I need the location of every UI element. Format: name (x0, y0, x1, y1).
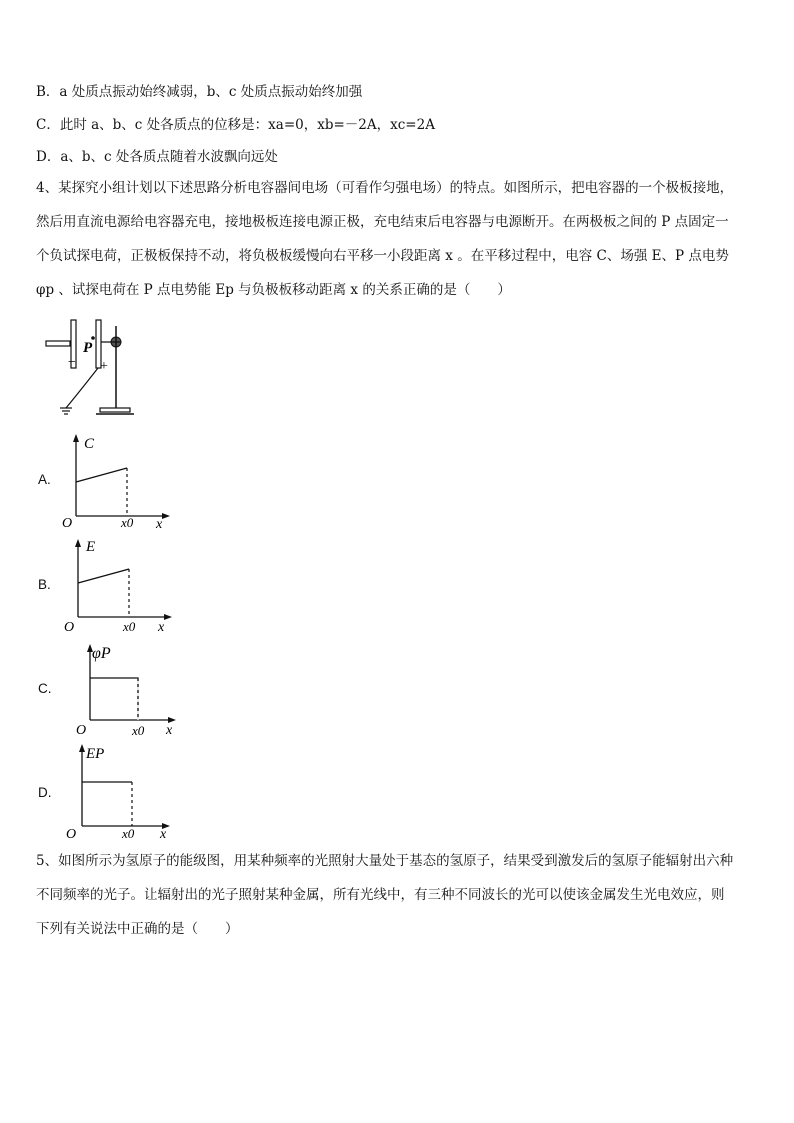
question-4 (36, 171, 760, 307)
x-label-a: x (156, 517, 163, 532)
graph-b (62, 537, 182, 637)
q4-line-4: φp 、试探电荷在 P 点电势能 Ep 与负极板移动距离 x 的关系正确的是（ ） (36, 282, 511, 298)
q5-line-2: 不同频率的光子。让辐射出的光子照射某种金属，所有光线中，有三种不同波长的光可以使该金属发生光电效应，则 (36, 887, 725, 903)
axis-ylabel-a: C (84, 436, 95, 452)
axis-ylabel-c: φP (92, 645, 111, 662)
axis-ylabel-d: EP (86, 746, 105, 762)
graph-a (60, 432, 180, 532)
x0-label-a: x0 (121, 515, 134, 530)
option-b-label: B. (38, 577, 51, 592)
graph-c (72, 642, 192, 742)
question-5 (36, 844, 760, 946)
c-curve (76, 468, 127, 482)
option-a-label: A. (38, 472, 51, 487)
stand-base (100, 408, 130, 412)
option-d-prev: D．a、b、c 处各质点随着水波飘向远处 (36, 149, 278, 165)
p-label: P (83, 340, 93, 356)
q4-line-2: 然后用直流电源给电容器充电，接地极板连接电源正极，充电结束后电容器与电源断开。在两极板之间的 P 点固定一 (36, 214, 729, 230)
minus-sign: − (68, 355, 76, 370)
x0-label-c: x0 (132, 723, 145, 738)
x-label-c: x (166, 723, 173, 738)
origin-label-d: O (66, 827, 77, 842)
x-label-d: x (160, 827, 167, 842)
left-rod (46, 341, 70, 346)
q4-line-3: 个负试探电荷，正极板保持不动，将负极板缓慢向右平移一小段距离 x 。在平移过程中，电容 C、场强 E、P 点电势 (36, 248, 729, 264)
option-b-prev: B．a 处质点振动始终减弱，b、c 处质点振动始终加强 (36, 84, 363, 100)
e-curve (78, 569, 129, 583)
option-c-prev: C．此时 a、b、c 处各质点的位移是：xa=0，xb=－2A，xc=2A (36, 117, 435, 133)
option-c-label: C. (38, 681, 52, 696)
capacitor-figure (40, 316, 140, 422)
q4-line-1: 4、某探究小组计划以下述思路分析电容器间电场（可看作匀强电场）的特点。如图所示，把电容器的一个极板接地， (36, 180, 734, 196)
ground-wire (66, 368, 98, 408)
origin-label-c: O (76, 723, 87, 738)
x0-label-b: x0 (123, 619, 136, 634)
x-label-b: x (158, 620, 165, 635)
q5-line-3: 下列有关说法中正确的是（ ） (36, 921, 239, 937)
option-d-label: D. (38, 785, 52, 800)
phi-curve (90, 678, 138, 720)
x0-label-d: x0 (122, 826, 135, 841)
q5-line-1: 5、如图所示为氢原子的能级图，用某种频率的光照射大量处于基态的氢原子，结果受到激发后的氢原子能辐射出六种 (36, 853, 734, 869)
graph-d (64, 742, 184, 842)
axis-ylabel-b: E (86, 539, 96, 555)
plus-sign: + (100, 359, 108, 374)
origin-label-b: O (64, 620, 75, 635)
origin-label-a: O (62, 516, 73, 531)
